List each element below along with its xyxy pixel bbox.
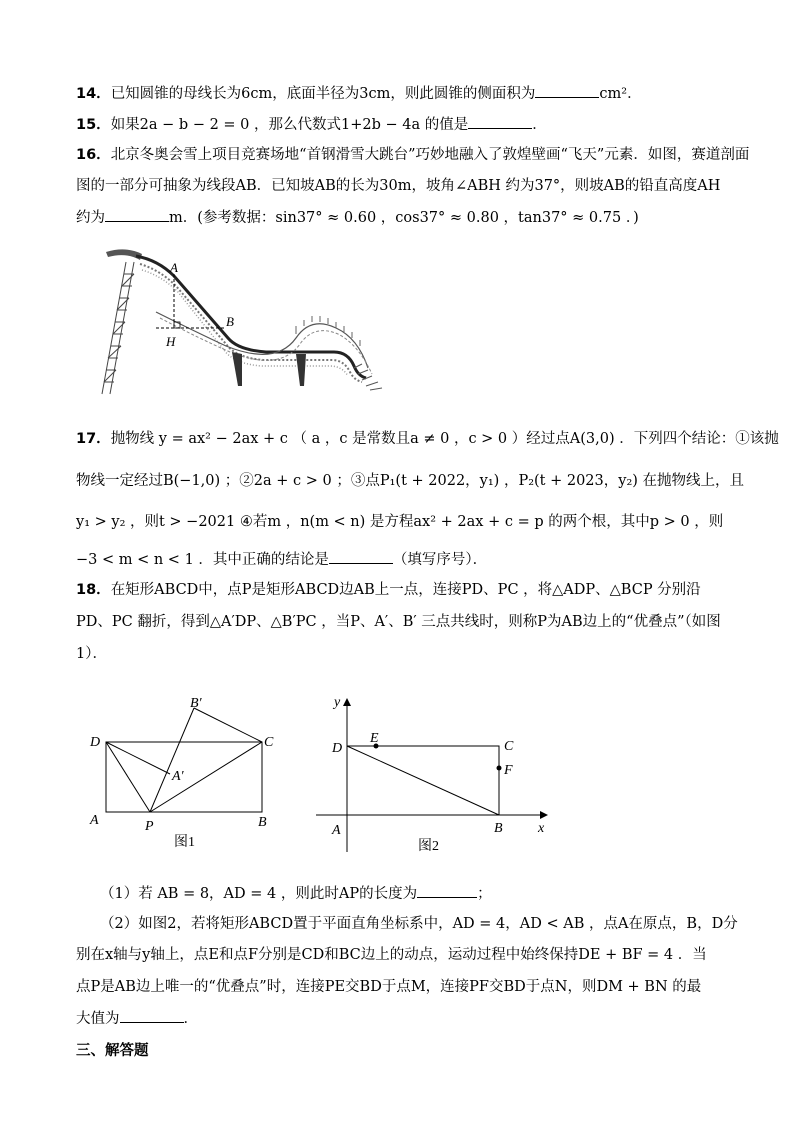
answer-blank[interactable] [105,207,169,222]
label-c: C [504,739,514,754]
question-number: 17． [76,431,111,447]
question-16-line-2: 图的一部分可抽象为线段AB．已知坡AB的长为30m，坡角∠ABH 约为37°，则坡AB的铅直高度AH [76,178,721,194]
question-end: ． [532,117,547,133]
question-18-line-2: PD、PC 翻折，得到△A′DP、△B′PC ，当P、A′、B′ 三点共线时，则称P为AB边上的“优叠点”（如图 [76,614,721,630]
question-16-line-3 [76,207,639,228]
answer-blank[interactable] [120,1008,184,1023]
question-text: ； [477,886,492,902]
figure-1-caption: 图1 [174,835,195,850]
question-14 [76,83,642,104]
label-c: C [264,735,274,750]
label-d: D [90,735,101,750]
ski-track [136,256,382,390]
question-text: 抛物线 y = ax² − 2ax + c （ a ，c 是常数且a ≠ 0 ，c > 0 ）经过点A(3,0) ．下列四个结论：①该抛 [110,431,779,447]
question-text: m．(参考数据：sin37° ≈ 0.60 ，cos37° ≈ 0.80 ，tan37° ≈ 0.75 ．) [169,210,639,226]
ski-jump-figure [96,242,392,398]
rectangle-abcd [106,742,262,812]
support-left [232,352,242,386]
figure-2 [312,690,558,860]
question-text: （1）若 AB = 8，AD = 4 ，则此时AP的长度为 [100,886,418,902]
question-18-part-2-line-2: 别在x轴与y轴上，点E和点F分别是CD和BC边上的动点，运动过程中始终保持DE + BF = 4 ．当 [76,947,707,963]
label-b-prime: B′ [190,696,202,711]
question-17-line-4 [76,549,487,570]
label-d: D [332,741,343,756]
segment-pb1 [150,708,194,812]
question-text: 大值为 [76,1011,120,1027]
label-f: F [504,763,513,778]
question-15 [76,114,547,135]
support-right [296,354,306,386]
label-a: A [90,813,99,828]
question-18-part-2-line-4 [76,1008,198,1029]
question-number: 14． [76,86,111,102]
segment-pc [150,742,262,812]
label-a: A [332,823,341,838]
label-a: A [170,260,178,275]
label-x: x [538,821,545,836]
question-text: 已知圆锥的母线长为6cm，底面半径为3cm，则此圆锥的侧面积为 [110,86,536,102]
question-17-line-1 [76,429,779,449]
answer-blank[interactable] [468,114,532,129]
question-text: 北京冬奥会雪上项目竞赛场地“首钢滑雪大跳台”巧妙地融入了敦煌壁画“飞天”元素．如图，赛道剖面 [110,147,750,163]
question-18-line-3: 1）． [76,646,107,662]
diagonal-db [347,746,499,815]
label-b: B [226,314,234,329]
question-18-part-2-line-1: （2）如图2，若将矩形ABCD置于平面直角坐标系中，AD = 4，AD < AB ，点A在原点，B，D分 [100,916,738,932]
label-b: B [258,815,267,830]
question-number: 18． [76,582,111,598]
answer-blank[interactable] [535,83,599,98]
section-heading: 三、解答题 [76,1043,149,1059]
label-y: y [334,695,341,710]
answer-blank[interactable] [329,549,393,564]
label-b: B [494,821,503,836]
question-number: 16． [76,147,111,163]
label-h: H [166,334,176,349]
question-text: 如果2a − b − 2 = 0 ，那么代数式1+2b − 4a 的值是 [110,117,469,133]
question-text: （填写序号）． [392,552,488,568]
label-a-prime: A′ [172,769,184,784]
question-text: 约为 [76,210,105,226]
tower-scaffold [102,262,134,394]
question-17-line-3: y₁ > y₂ ，则t > −2021 ④若m ，n(m < n) 是方程ax² + 2ax + c = p 的两个根，其中p > 0 ，则 [76,514,724,530]
answer-blank[interactable] [417,883,477,898]
question-text: 在矩形ABCD中，点P是矩形ABCD边AB上一点，连接PD、PC ，将△ADP、△BCP 分别沿 [110,582,701,598]
question-17-line-2: 物线一定经过B(−1,0) ；②2a + c > 0 ；③点P₁(t + 2022，y₁) ，P₂(t + 2023，y₂) 在抛物线上，且 [76,473,745,489]
question-number: 15． [76,117,111,133]
question-text: −3 < m < n < 1 ．其中正确的结论是 [76,552,329,568]
segment-b1c [194,708,262,742]
label-e: E [370,731,379,746]
question-text: ． [183,1011,198,1027]
question-18-part-1 [100,883,492,904]
question-18-line-1 [76,580,701,600]
point-f [497,766,502,771]
unit-text: cm²． [599,86,642,102]
label-p: P [145,819,154,834]
question-18-part-2-line-3: 点P是AB边上唯一的“优叠点”时，连接PE交BD于点M，连接PF交BD于点N，则DM + BN 的最 [76,979,702,995]
question-16-line-1 [76,145,749,165]
figure-2-caption: 图2 [418,839,439,854]
figure-1 [86,694,286,854]
